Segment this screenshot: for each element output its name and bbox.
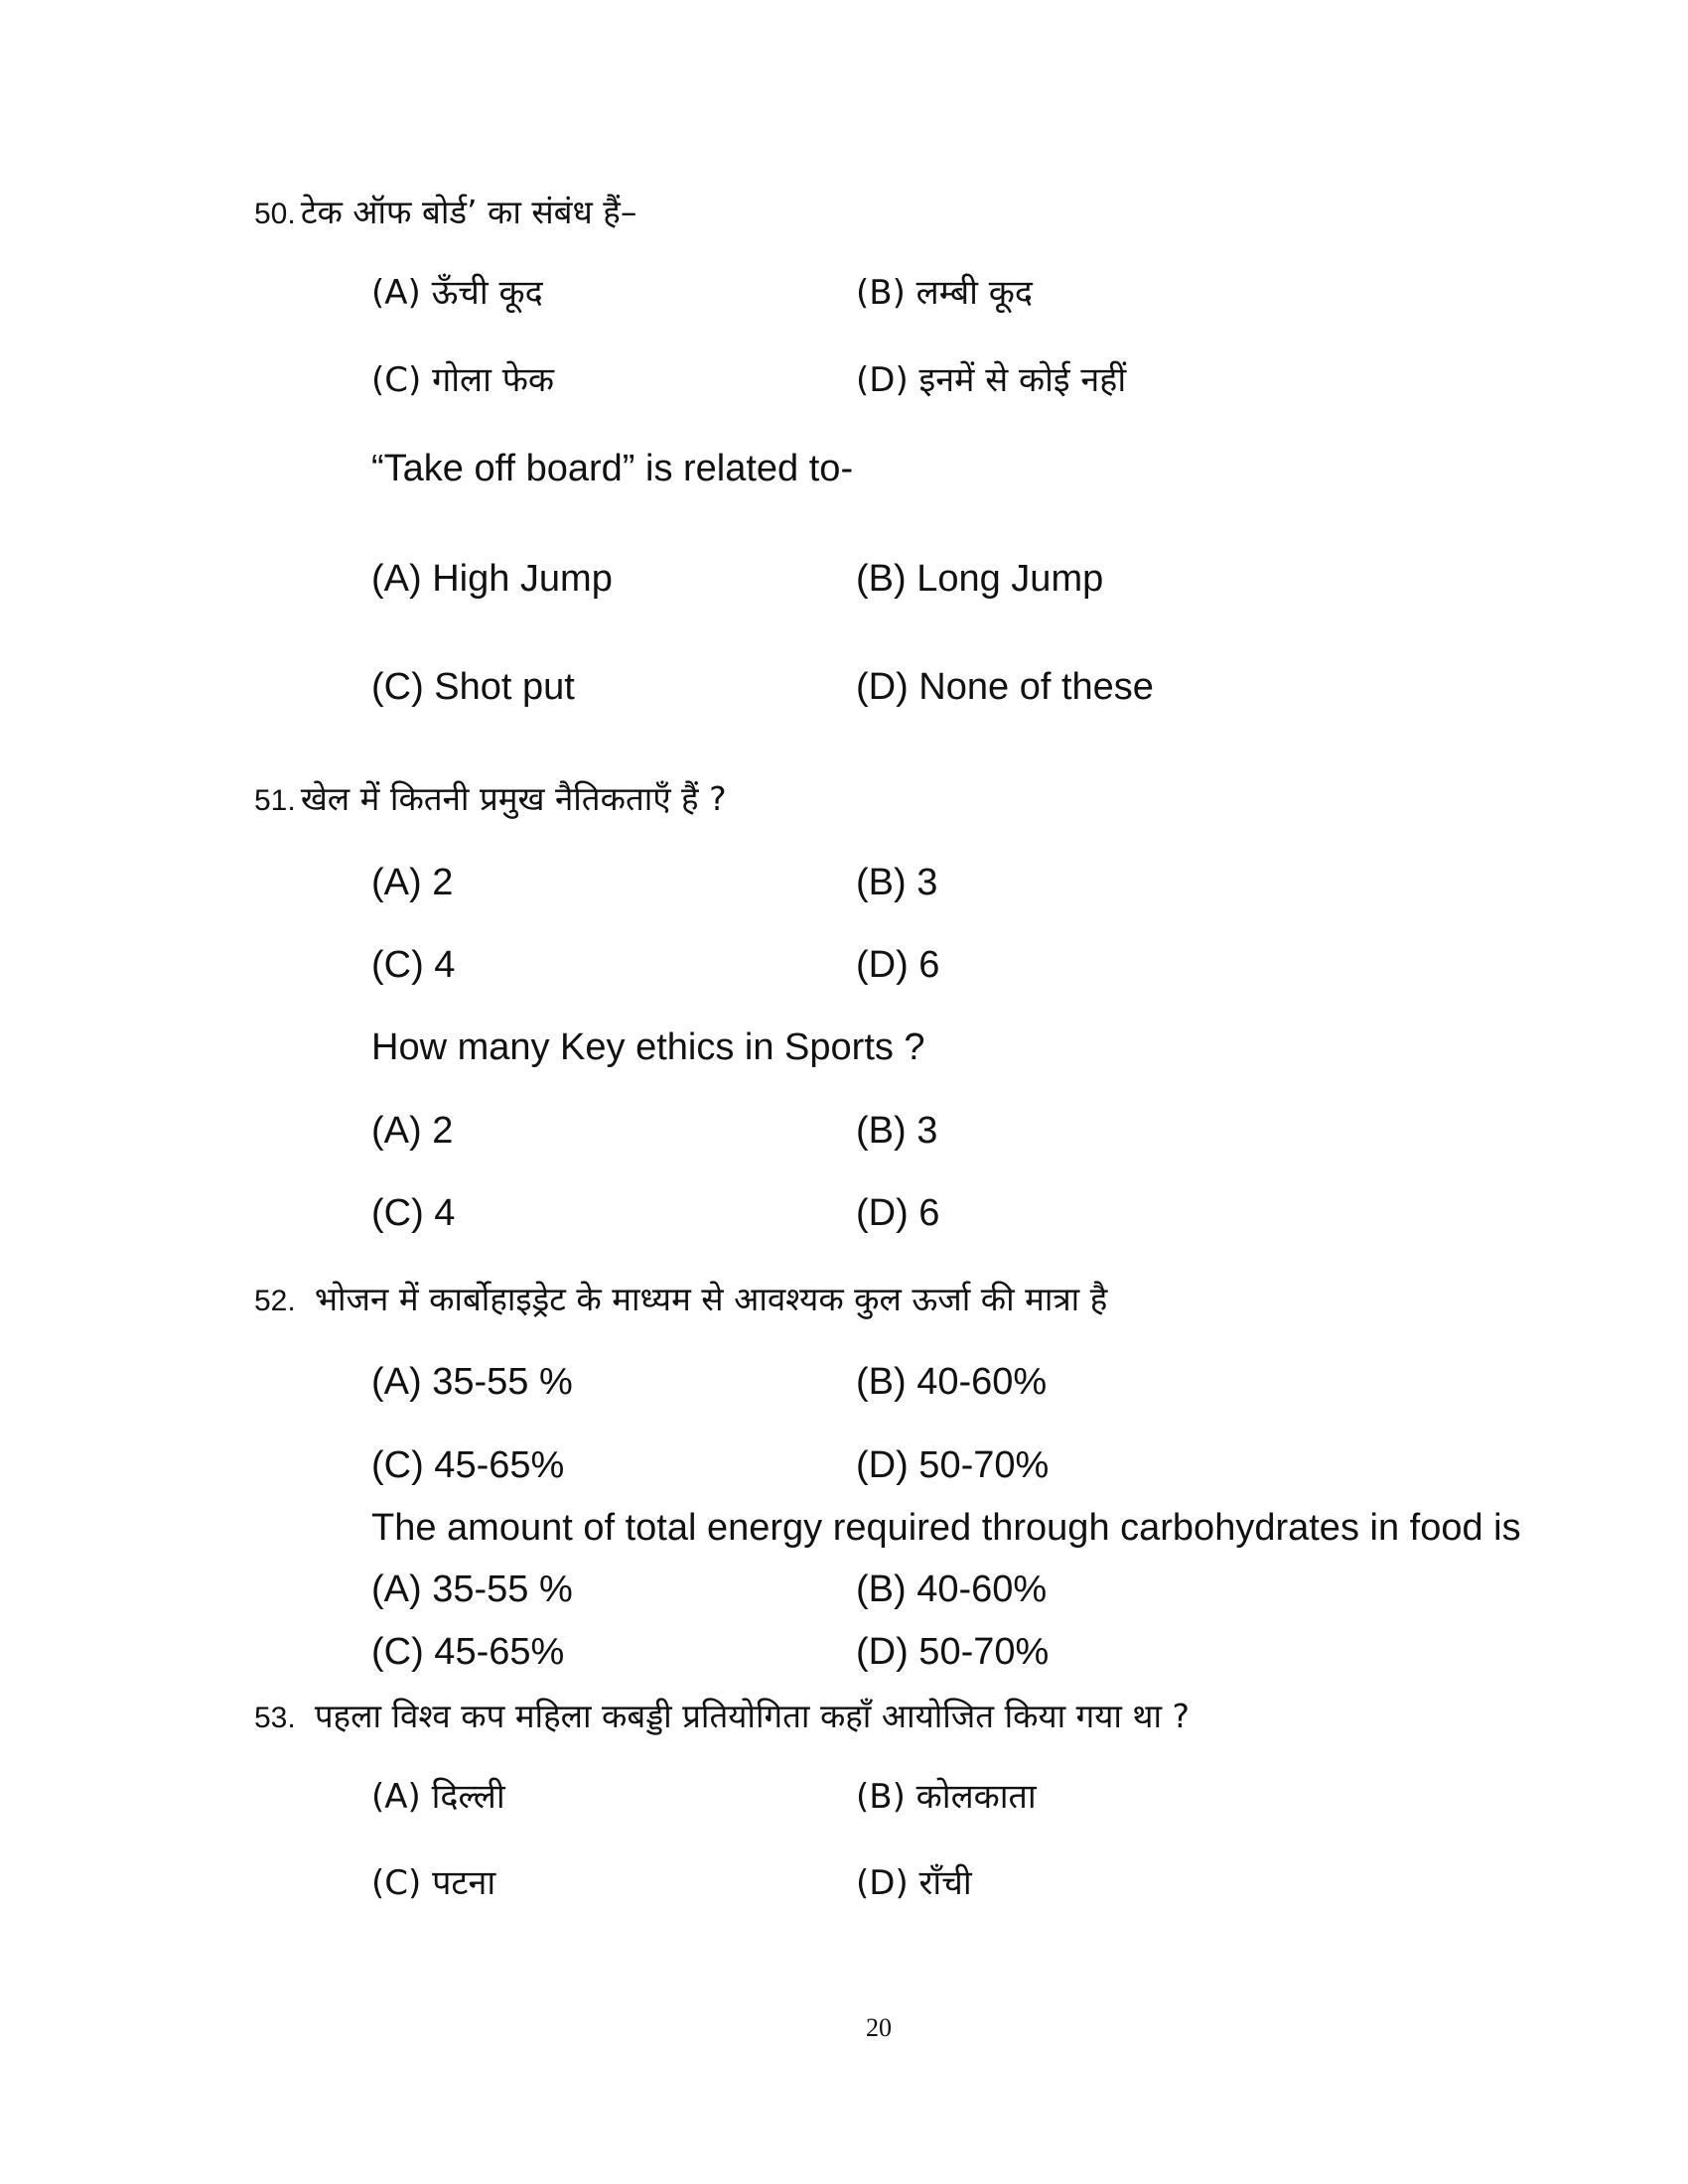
option-b-hindi: (B) कोलकाता <box>856 1777 1037 1817</box>
question-text-hindi: खेल में कितनी प्रमुख नैतिकताएँ हैं ? <box>300 779 727 818</box>
option-c-hindi: (C) पटना <box>371 1863 496 1903</box>
option-c-hindi: (C) 4 <box>371 944 456 986</box>
option-c-hindi: (C) गोला फेक <box>371 360 555 400</box>
option-b-hindi: (B) 3 <box>856 862 938 903</box>
question-number: 53. <box>254 1702 296 1734</box>
question-50 <box>254 193 637 231</box>
page-number: 20 <box>866 2013 892 2042</box>
question-number: 52. <box>254 1285 296 1317</box>
option-a-hindi: (A) दिल्ली <box>371 1777 505 1817</box>
question-53 <box>254 1697 1191 1735</box>
option-d-hindi: (D) राँची <box>856 1863 972 1903</box>
option-b-english: (B) 40-60% <box>856 1569 1048 1610</box>
option-b-hindi: (B) 40-60% <box>856 1361 1048 1403</box>
option-d-english: (D) 6 <box>856 1192 940 1234</box>
question-text-hindi: टेक ऑफ बोर्ड’ का संबंध हैं– <box>300 193 637 231</box>
option-c-hindi: (C) 45-65% <box>371 1444 565 1486</box>
option-a-english: (A) 35-55 % <box>371 1569 573 1610</box>
question-text-english: The amount of total energy required through carbohydrates in food is <box>371 1507 1521 1549</box>
question-52 <box>254 1280 1108 1318</box>
option-c-english: (C) 45-65% <box>371 1631 565 1673</box>
question-51 <box>254 779 727 818</box>
option-a-english: (A) 2 <box>371 1110 454 1152</box>
question-text-english: “Take off board” is related to- <box>371 448 854 489</box>
question-text-hindi: भोजन में कार्बोहाइड्रेट के माध्यम से आवश्यक कुल ऊर्जा की मात्रा है <box>314 1280 1108 1318</box>
option-b-hindi: (B) लम्बी कूद <box>856 273 1033 313</box>
question-text-hindi: पहला विश्व कप महिला कबड्डी प्रतियोगिता कहाँ आयोजित किया गया था ? <box>314 1697 1191 1735</box>
option-d-english: (D) 50-70% <box>856 1631 1050 1673</box>
option-b-english: (B) Long Jump <box>856 558 1104 600</box>
question-number: 50. <box>254 198 296 230</box>
option-a-hindi: (A) ऊँची कूद <box>371 273 543 313</box>
option-d-hindi: (D) 6 <box>856 944 940 986</box>
question-text-english: How many Key ethics in Sports ? <box>371 1026 925 1068</box>
option-c-english: (C) 4 <box>371 1192 456 1234</box>
option-d-hindi: (D) 50-70% <box>856 1444 1050 1486</box>
option-a-english: (A) High Jump <box>371 558 613 600</box>
option-d-hindi: (D) इनमें से कोई नहीं <box>856 360 1127 400</box>
option-c-english: (C) Shot put <box>371 666 575 708</box>
question-number: 51. <box>254 784 296 817</box>
option-a-hindi: (A) 2 <box>371 862 454 903</box>
option-d-english: (D) None of these <box>856 666 1154 708</box>
option-a-hindi: (A) 35-55 % <box>371 1361 573 1403</box>
option-b-english: (B) 3 <box>856 1110 938 1152</box>
